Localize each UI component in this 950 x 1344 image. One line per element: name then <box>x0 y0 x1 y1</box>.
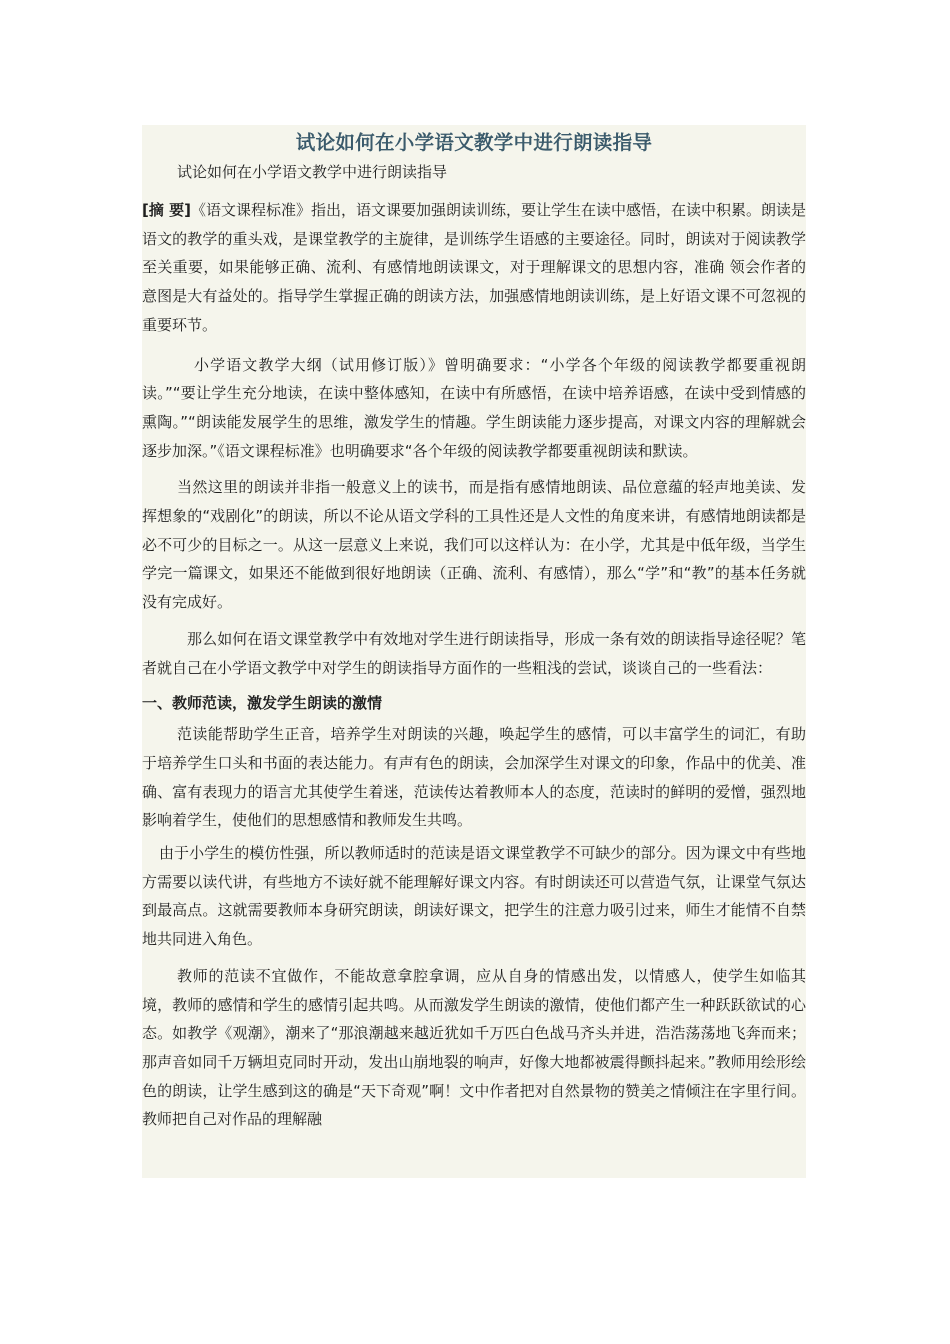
section-paragraph: 教师的范读不宜做作，不能故意拿腔拿调，应从自身的情感出发，以情感人，使学生如临其境，教师的感情和学生的感情引起共鸣。从而激发学生朗读的激情，使他们都产生一种跃跃欲试的心态。如教学《观潮》，潮来了“那浪潮越来越近犹如千万匹白色战马齐头并进，浩浩荡荡地飞奔而来；那声音如同千万辆坦克同时开动，发出山崩地裂的响声，好像大地都被震得颤抖起来。”教师用绘形绘色的朗读，让学生感到这的确是“天下奇观”啊！文中作者把对自然景物的赞美之情倾注在字里行间。教师把自己对作品的理解融 <box>142 966 806 1129</box>
abstract-text: 《语文课程标准》指出，语文课要加强朗读训练，要让学生在读中感悟，在读中积累。朗读是语文的教学的重头戏，是课堂教学的主旋律，是训练学生语感的主要途径。同时，朗读对于阅读教学至关重要，如果能够正确、流利、有感情地朗读课文，对于理解课文的思想内容，准确 领会作者的意图是大有益处的。指导学生掌握正确的朗读方法，加强感情地朗读训练，是上好语文课不可忽视的重要环节。 <box>142 201 806 334</box>
body-paragraph: 当然这里的朗读并非指一般意义上的读书，而是指有感情地朗读、品位意蕴的轻声地美读、发挥想象的“戏剧化”的朗读，所以不论从语文学科的工具性还是人文性的角度来讲，有感情地朗读都是必不可少的目标之一。从这一层意义上来说，我们可以这样认为：在小学，尤其是中低年级，当学生学完一篇课文，如果还不能做到很好地朗读（正确、流利、有感情），那么“学”和“教”的基本任务就没有完成好。 <box>142 478 806 612</box>
section-heading: 一、教师范读，激发学生朗读的激情 <box>142 694 383 713</box>
abstract-paragraph <box>142 196 806 340</box>
section-paragraph: 范读能帮助学生正音，培养学生对朗读的兴趣，唤起学生的感情，可以丰富学生的词汇，有助于培养学生口头和书面的表达能力。有声有色的朗读，会加深学生对课文的印象，作品中的优美、准确、富有表现力的语言尤其使学生着迷，范读传达着教师本人的态度，范读时的鲜明的爱憎，强烈地影响着学生，使他们的思想感情和教师发生共鸣。 <box>142 725 806 830</box>
article-title: 试论如何在小学语文教学中进行朗读指导 <box>295 131 653 154</box>
article-body <box>142 125 806 1178</box>
section-paragraph: 由于小学生的模仿性强，所以教师适时的范读是语文课堂教学不可缺少的部分。因为课文中有些地方需要以读代讲，有些地方不读好就不能理解好课文内容。有时朗读还可以营造气氛，让课堂气氛达到最高点。这就需要教师本身研究朗读，朗读好课文，把学生的注意力吸引过来，师生才能情不自禁地共同进入角色。 <box>142 844 806 949</box>
body-paragraph: 小学语文教学大纲（试用修订版）》曾明确要求：“小学各个年级的阅读教学都要重视朗读。”“要让学生充分地读，在读中整体感知，在读中有所感悟，在读中培养语感，在读中受到情感的熏陶。”“朗读能发展学生的思维，激发学生的情趣。学生朗读能力逐步提高，对课文内容的理解就会逐步加深。”《语文课程标准》也明确要求“各个年级的阅读教学都要重视朗读和默读。 <box>142 355 806 460</box>
body-paragraph: 那么如何在语文课堂教学中有效地对学生进行朗读指导，形成一条有效的朗读指导途径呢？笔者就自己在小学语文教学中对学生的朗读指导方面作的一些粗浅的尝试，谈谈自己的一些看法： <box>142 629 806 677</box>
abstract-tag: [摘 要] <box>142 201 191 219</box>
article-subtitle: 试论如何在小学语文教学中进行朗读指导 <box>177 163 448 181</box>
